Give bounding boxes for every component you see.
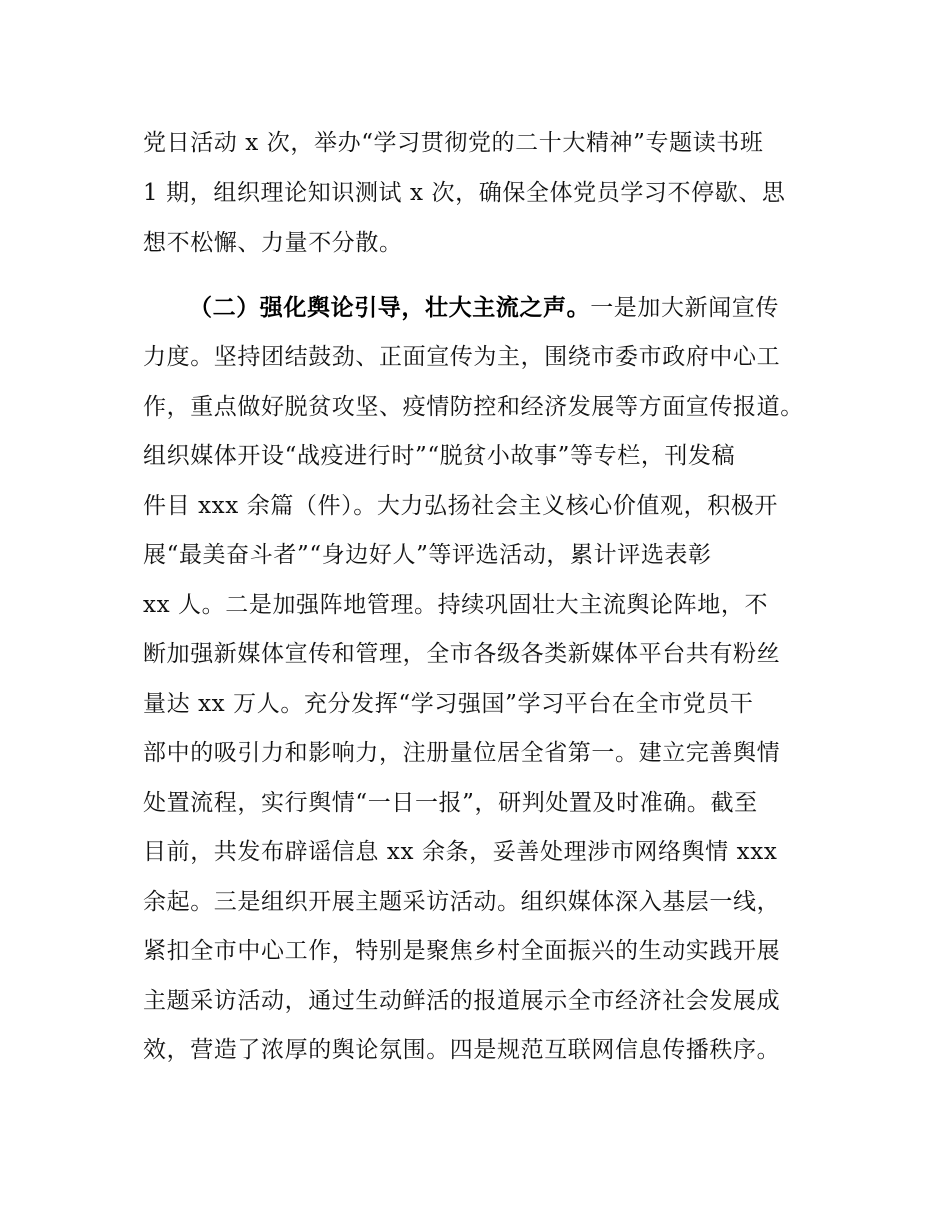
body-text-line: 效，营造了浓厚的舆论氛围。四是规范互联网信息传播秩序。 <box>143 1037 781 1063</box>
body-text-line: 想不松懈、力量不分散。 <box>143 230 403 256</box>
body-text-line: 断加强新媒体宣传和管理，全市各级各类新媒体平台共有粉丝 <box>143 641 781 667</box>
body-text-line: 部中的吸引力和影响力，注册量位居全省第一。建立完善舆情 <box>143 740 781 766</box>
section-first-line <box>189 293 779 323</box>
section-heading: （二）强化舆论引导，壮大主流之声。 <box>189 295 591 321</box>
body-text-line: xx 人。二是加强阵地管理。持续巩固壮大主流舆论阵地，不 <box>143 592 769 618</box>
body-text-line: 目前，共发布辟谣信息 xx 余条，妥善处理涉市网络舆情 xxx <box>143 839 778 865</box>
body-text-line: 展“最美奋斗者”“身边好人”等评选活动，累计评选表彰 <box>143 542 712 568</box>
body-text-line: 党日活动 x 次，举办“学习贯彻党的二十大精神”专题读书班 <box>143 130 764 156</box>
body-text-line: 力度。坚持团结鼓劲、正面宣传为主，围绕市委市政府中心工 <box>143 344 781 370</box>
body-text-line: 处置流程，实行舆情“一日一报”，研判处置及时准确。截至 <box>143 790 758 816</box>
body-text-line: 紧扣全市中心工作，特别是聚焦乡村全面振兴的生动实践开展 <box>143 938 781 964</box>
body-text-line: 余起。三是组织开展主题采访活动。组织媒体深入基层一线， <box>143 889 781 915</box>
body-text-line: 作，重点做好脱贫攻坚、疫情防控和经济发展等方面宣传报道。 <box>143 394 804 420</box>
body-text-line: 组织媒体开设“战疫进行时”“脱贫小故事”等专栏，刊发稿 <box>143 443 736 469</box>
body-text-line: 1 期，组织理论知识测试 x 次，确保全体党员学习不停歇、思 <box>143 180 786 206</box>
body-text-line: 量达 xx 万人。充分发挥“学习强国”学习平台在全市党员干 <box>143 691 754 717</box>
body-text-line: 件目 xxx 余篇（件）。大力弘扬社会主义核心价值观，积极开 <box>143 493 779 519</box>
body-text-line: 主题采访活动，通过生动鲜活的报道展示全市经济社会发展成 <box>143 988 781 1014</box>
section-first-line-text: 一是加大新闻宣传 <box>590 295 780 321</box>
